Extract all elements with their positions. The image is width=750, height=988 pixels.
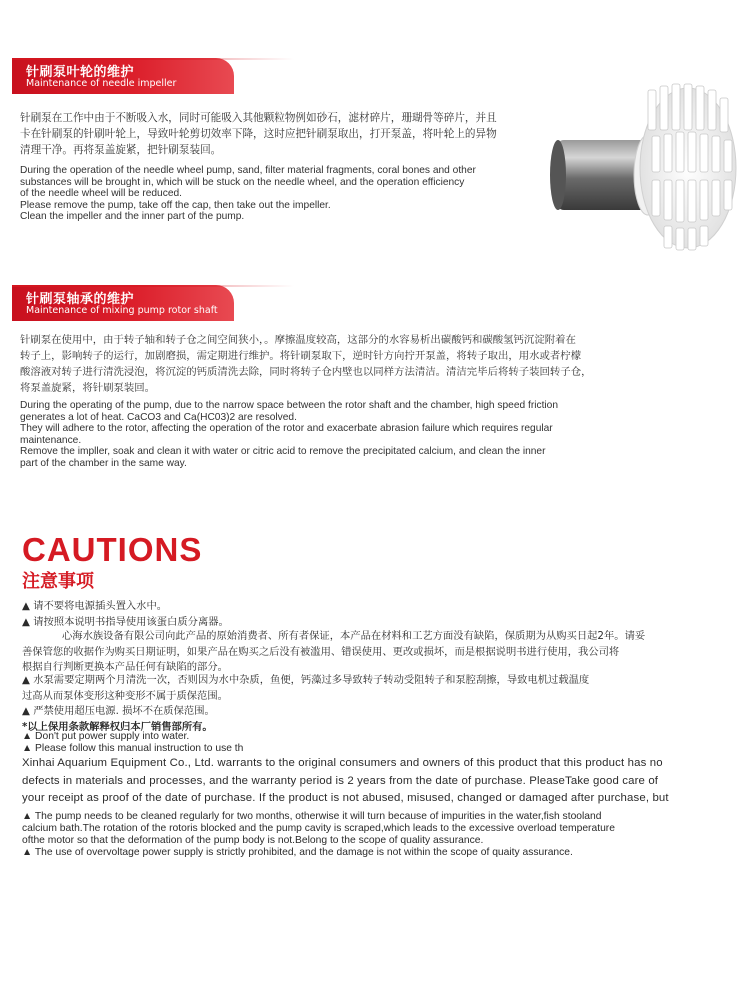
section2-body-cn: 针刷泵在使用中，由于转子轴和转子仓之间空间狭小，。摩擦温度较高，这部分的水容易析出碳酸钙和碳酸氢钙沉淀附着在 转子上，影响转子的运行，加剧磨损，需定期进行维护。将针刷泵取下，逆时针方向拧开泵盖，将转子取出，用水或者柠檬 酸溶液对转子进行清洗浸泡，将沉淀的钙质清洗去除，同时将转子仓内壁也以同样方法清洁。清洁完毕后将转子装回转子仓， 将泵盖旋紧，将针刷泵装回。 bbox=[20, 334, 592, 394]
section1-body-en: During the operation of the needle wheel pump, sand, filter material fragments, coral bones and other substances will be brought in, which will be stuck on the needle wheel, and the operation efficiency of the needle wheel will be reduced. Please remove the pump, take off the cap, then take out the impeller. Clean the impeller and the inner part of the pump. bbox=[20, 165, 476, 223]
list-item: ▲ 请按照本说明书指导使用该蛋白质分离器。 bbox=[22, 615, 229, 628]
section1-title-en: Maintenance of needle impeller bbox=[26, 78, 177, 89]
section1-body-cn: 针刷泵在工作中由于不断吸入水，同时可能吸入其他颗粒物例如砂石，滤材碎片，珊瑚骨等碎片，并且 卡在针刷泵的针刷叶轮上，导致叶轮剪切效率下降，这时应把针刷泵取出，打开泵盖，将叶轮上的异物 清理干净。再将泵盖旋紧，把针刷泵装回。 bbox=[20, 112, 497, 156]
cautions-en-list-b: ▲ The pump needs to be cleaned regularly for two months, otherwise it will turn because of impurities in the water,fish stooland calcium bath.The rotation of the rotoris blocked and the pump cavity is scraped,which leads to the excessive overload temperature ofthe motor so that the deformation of the pump body is not.Belong to the scope of quality assurance. ▲ The use of overvoltage power supply is strictly prohibited, and the damage is not within the scope of quaity assurance. bbox=[22, 811, 615, 858]
section2-body-en: During the operating of the pump, due to the narrow space between the rotor shaft and the chamber, high speed friction generates a lot of heat. CaCO3 and Ca(HC03)2 are resolved. They will adhere to the rotor, affecting the operation of the rotor and exacerbate abrasion failure which requires regular maintenance. Remove the impller, soak and clean it with water or citric acid to remove the precipitated calcium, and clean the inner part of the chamber in the same way. bbox=[20, 400, 559, 469]
section1-title-cn: 针刷泵叶轮的维护 bbox=[26, 65, 135, 80]
cautions-en-list-a bbox=[22, 731, 243, 755]
cautions-cn-list-b: ▲ 水泵需要定期两个月清洗一次，否则因为水中杂质，鱼便，钙藻过多导致转子转动受阻转子和泵腔刮擦，导致电机过载温度 过高从而泵体变形这种变形不属于质保范围。 ▲ 严禁使用超压电源. 损坏不在质保范围。 *以上保用条款解释权归本厂销售部所有。 bbox=[22, 673, 589, 735]
list-item: ▲ The use of overvoltage power supply is strictly prohibited, and the damage is not within the scope of quaity assurance. bbox=[22, 847, 573, 858]
cautions-en-warranty: Xinhai Aquarium Equipment Co., Ltd. warrants to the original consumers and owners of this product that this product has no defects in materials and processes, and the warranty period is 2 years from the date of purchase. PleaseTake good care of your receipt as proof of the date of purchase. If the product is not abused, misused, changed or damaged after purchase, but bbox=[22, 757, 669, 804]
warranty-note: *以上保用条款解释权归本厂销售部所有。 bbox=[22, 720, 213, 733]
list-item: ▲ Don't put power supply into water. bbox=[22, 731, 190, 742]
list-item: ▲ Please follow this manual instruction to use th bbox=[22, 743, 244, 754]
list-item: ▲ 水泵需要定期两个月清洗一次，否则因为水中杂质，鱼便，钙藻过多导致转子转动受阻转子和泵腔刮擦，导致电机过载温度 bbox=[22, 674, 590, 686]
section2-title-cn: 针刷泵轴承的维护 bbox=[26, 292, 135, 307]
cautions-cn-list-a bbox=[22, 599, 229, 630]
section1-banner bbox=[12, 58, 234, 94]
list-item: ▲ 严禁使用超压电源. 损坏不在质保范围。 bbox=[22, 705, 215, 717]
cautions-title: CAUTIONS bbox=[22, 531, 203, 568]
cautions-cn-warranty: 心海水族设备有限公司向此产品的原始消费者、所有者保证，本产品在材料和工艺方面没有缺陷，保质期为从购买日起2年。请妥 善保管您的收据作为购买日期证明，如果产品在购买之后没有被滥用、错误使用、更改或损坏，而是根据说明书进行使用，我公司将 根据自行判断更换本产品任何有缺陷的部分。 bbox=[22, 630, 646, 673]
section2-banner bbox=[12, 285, 234, 321]
cautions-title-cn: 注意事项 bbox=[22, 571, 94, 592]
impeller-image bbox=[548, 80, 738, 255]
list-item: ▲ The pump needs to be cleaned regularly for two months, otherwise it will turn because of impurities in the water,fish stooland bbox=[22, 811, 602, 822]
section2-title-en: Maintenance of mixing pump rotor shaft bbox=[26, 305, 218, 316]
list-item: ▲ 请不要将电源插头置入水中。 bbox=[22, 600, 168, 612]
